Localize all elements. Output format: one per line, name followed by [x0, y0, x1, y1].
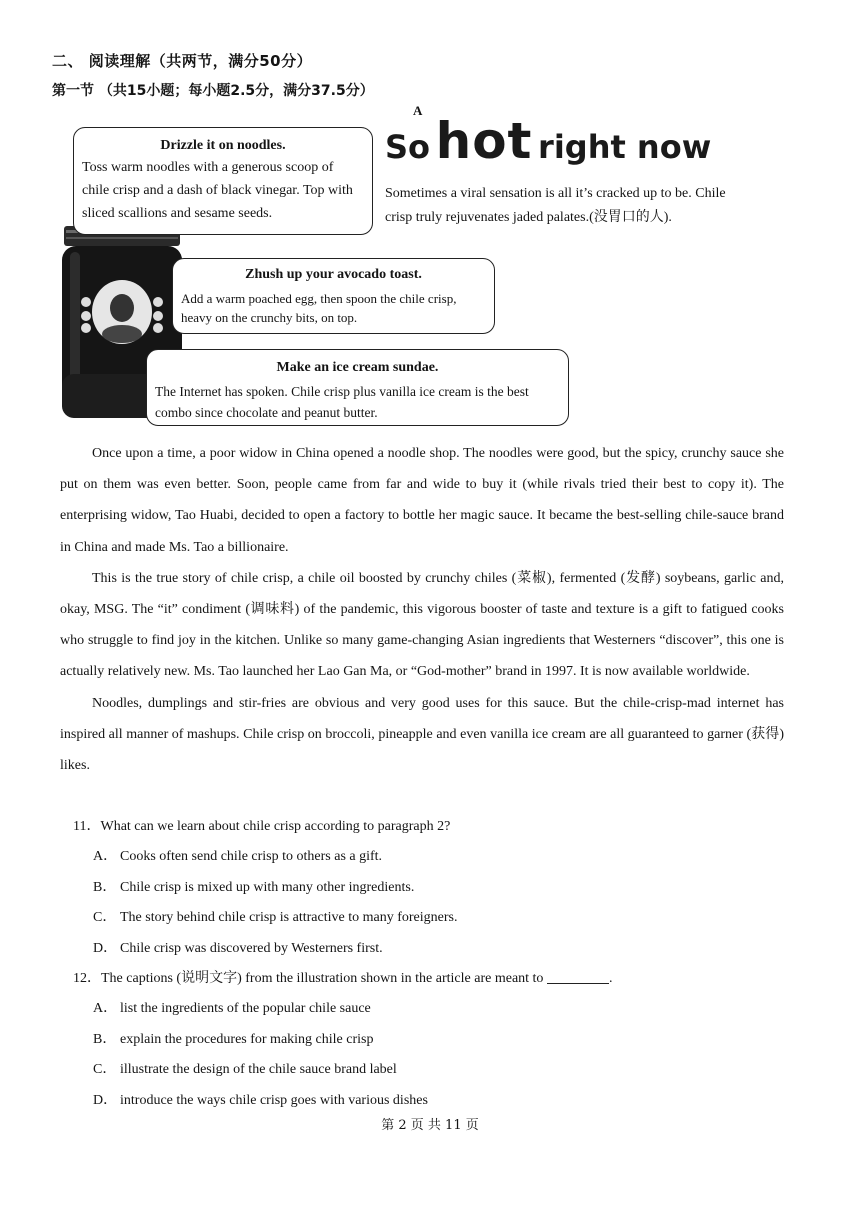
caption-title: Zhush up your avocado toast.: [245, 267, 422, 282]
question-12-stem: [73, 964, 793, 994]
headline-word-so: So: [385, 128, 431, 166]
option-letter: D．: [93, 1092, 118, 1108]
question-12-option-b[interactable]: [73, 1025, 793, 1056]
caption-body: Add a warm poached egg, then spoon the chile crisp, heavy on the crunchy bits, on top.: [181, 291, 457, 325]
caption-noodles: [73, 127, 373, 235]
section-title: 二、 阅读理解（共两节，满分50分）: [52, 52, 313, 70]
option-text: introduce the ways chile crisp goes with various dishes: [120, 1092, 428, 1108]
question-number: 12．: [73, 971, 101, 986]
passage-label: A: [413, 103, 423, 118]
option-text: explain the procedures for making chile crisp: [120, 1031, 374, 1047]
option-text: Chile crisp is mixed up with many other ingredients.: [120, 879, 415, 895]
option-letter: C．: [93, 1062, 117, 1077]
question-text: What can we learn about chile crisp according to paragraph 2?: [100, 819, 451, 834]
question-number: 11．: [73, 819, 101, 834]
question-11-stem: [73, 812, 793, 842]
question-11-option-b[interactable]: [73, 873, 793, 904]
caption-avocado-toast: [172, 258, 495, 334]
article-paragraph: Once upon a time, a poor widow in China opened a noodle shop. The noodles were good, but the spicy, crunchy sauce she put on them was even better. Soon, people came from far and wide to buy it (while rivals tried their best to copy it). The enterprising widow, Tao Huabi, decided to open a factory to bottle her magic sauce. It became the best-selling chile-sauce brand in China and made Ms. Tao a billionaire.: [60, 446, 784, 555]
article-headline: [385, 112, 711, 170]
headline-word-right-now: right now: [538, 128, 712, 166]
option-letter: C．: [93, 910, 117, 925]
question-11-option-a[interactable]: [73, 842, 793, 873]
question-12-option-a[interactable]: [73, 994, 793, 1025]
option-letter: B．: [93, 879, 117, 895]
caption-body: The Internet has spoken. Chile crisp plus vanilla ice cream is the best combo since chocolate and peanut butter.: [155, 384, 529, 420]
question-list: [73, 812, 793, 1116]
option-letter: A．: [93, 849, 118, 864]
option-text: The story behind chile crisp is attractive to many foreigners.: [120, 910, 458, 925]
headline-word-hot: hot: [435, 112, 533, 170]
option-letter: A．: [93, 1001, 118, 1016]
question-stem-end: .: [608, 971, 613, 986]
question-11-option-d[interactable]: [73, 934, 793, 965]
option-letter: B．: [93, 1031, 117, 1047]
answer-blank: [547, 969, 609, 984]
option-letter: D．: [93, 940, 118, 956]
caption-ice-cream-sundae: [146, 349, 569, 426]
question-12-option-c[interactable]: [73, 1055, 793, 1086]
subsection-title: 第一节 （共15小题；每小题2.5分，满分37.5分）: [52, 83, 374, 99]
option-text: illustrate the design of the chile sauce brand label: [120, 1062, 397, 1077]
option-text: Cooks often send chile crisp to others as a gift.: [120, 849, 383, 864]
caption-title: Drizzle it on noodles.: [160, 138, 286, 153]
article-body: [60, 438, 784, 781]
page-footer: 第 2 页 共 11 页: [381, 1118, 479, 1133]
question-text: The captions (说明文字) from the illustration shown in the article are meant to: [101, 971, 544, 986]
caption-body: Toss warm noodles with a generous scoop of chile crisp and a dash of black vinegar. Top with sliced scallions and sesame seeds.: [82, 160, 353, 221]
question-12-option-d[interactable]: [73, 1086, 793, 1117]
caption-title: Make an ice cream sundae.: [276, 360, 439, 375]
question-11-option-c[interactable]: [73, 903, 793, 934]
article-intro: Sometimes a viral sensation is all it’s cracked up to be. Chile crisp truly rejuvenates jaded palates.(没胃口的人).: [385, 186, 726, 225]
article-paragraph: Noodles, dumplings and stir-fries are obvious and very good uses for this sauce. But the chile-crisp-mad internet has inspired all manner of mashups. Chile crisp on broccoli, pineapple and even vanilla ice cream are all guaranteed to garner (获得) likes.: [60, 695, 784, 774]
article-paragraph: This is the true story of chile crisp, a chile oil boosted by crunchy chiles (菜椒), fermented (发酵) soybeans, garlic and, okay, MSG. The “it” condiment (调味料) of the pandemic, this vigorous booster of taste and texture is a gift to fatigued cooks who struggle to find joy in the kitchen. Unlike so many game-changing Asian ingredients that Westerners “discover”, this one is actually relatively new. Ms. Tao launched her Lao Gan Ma, or “God-mother” brand in 1997. It is now available worldwide.: [60, 570, 784, 680]
option-text: Chile crisp was discovered by Westerners first.: [120, 940, 383, 956]
option-text: list the ingredients of the popular chile sauce: [120, 1001, 371, 1016]
